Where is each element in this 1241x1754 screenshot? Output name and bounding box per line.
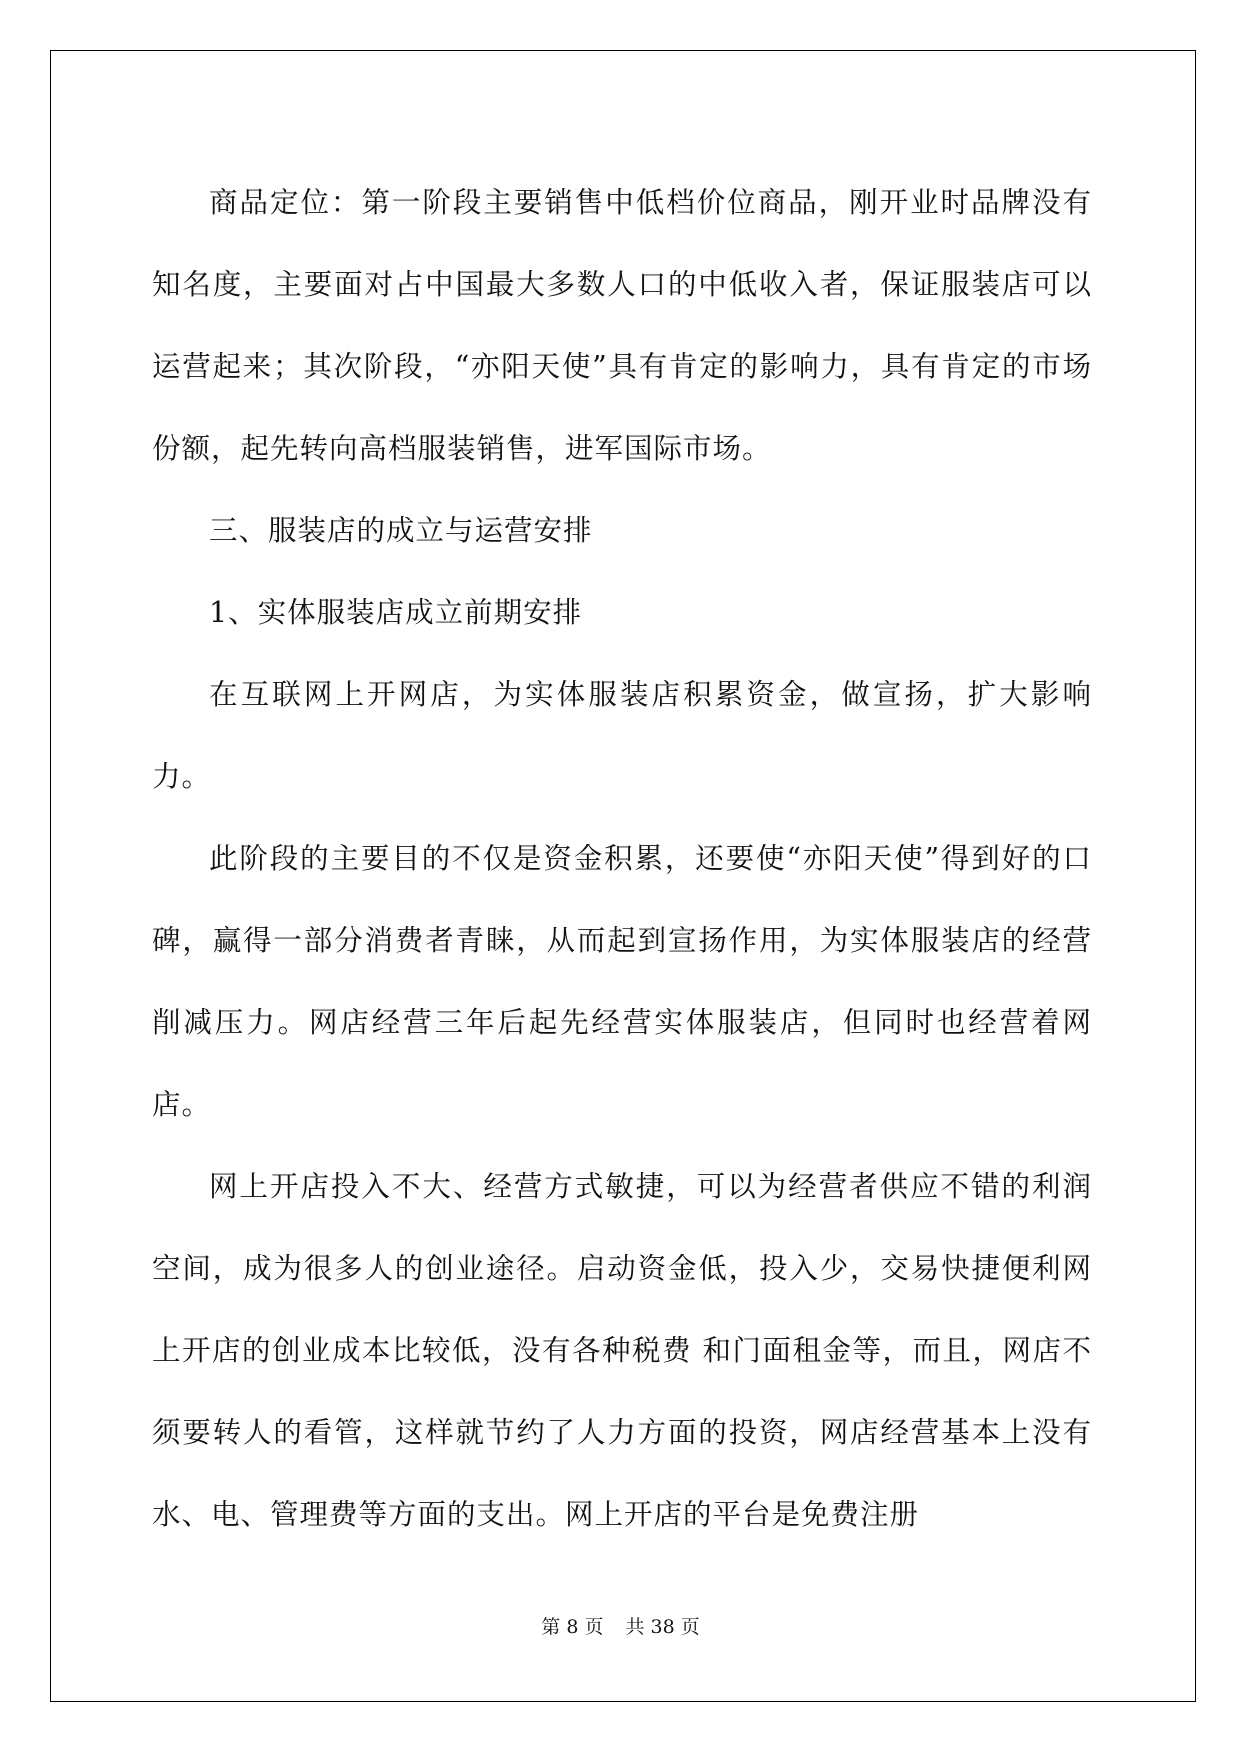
paragraph-online-store: 在互联网上开网店，为实体服装店积累资金，做宣扬，扩大影响力。 [152, 678, 1092, 793]
subsection-heading: 1、实体服装店成立前期安排 [209, 596, 583, 629]
paragraph-product-positioning: 商品定位：第一阶段主要销售中低档价位商品，刚开业时品牌没有知名度，主要面对占中国最大多数人口的中低收入者，保证服装店可以运营起来；其次阶段，“亦阳天使”具有肯定的影响力，具有肯定的市场份额，起先转向高档服装销售，进军国际市场。 [152, 186, 1092, 465]
paragraph-stage-goal: 此阶段的主要目的不仅是资金积累，还要使“亦阳天使”得到好的口碑，赢得一部分消费者青睐，从而起到宣扬作用，为实体服装店的经营削减压力。网店经营三年后起先经营实体服装店，但同时也经营着网店。 [152, 842, 1092, 1121]
page-total: 共 38 页 [625, 1616, 700, 1638]
section-heading: 三、服装店的成立与运营安排 [209, 514, 593, 547]
paragraph-online-advantages: 网上开店投入不大、经营方式敏捷，可以为经营者供应不错的利润空间，成为很多人的创业途径。启动资金低，投入少，交易快捷便利网上开店的创业成本比较低，没有各种税费 和门面租金等，而且，网店不须要转人的看管，这样就节约了人力方面的投资，网店经营基本上没有水、电、管理费等方面的支出。网上开店的平台是免费注册 [152, 1170, 1092, 1531]
document-body [152, 162, 1092, 1556]
page-number: 第 8 页 [541, 1616, 604, 1638]
page-footer [0, 1612, 1241, 1639]
